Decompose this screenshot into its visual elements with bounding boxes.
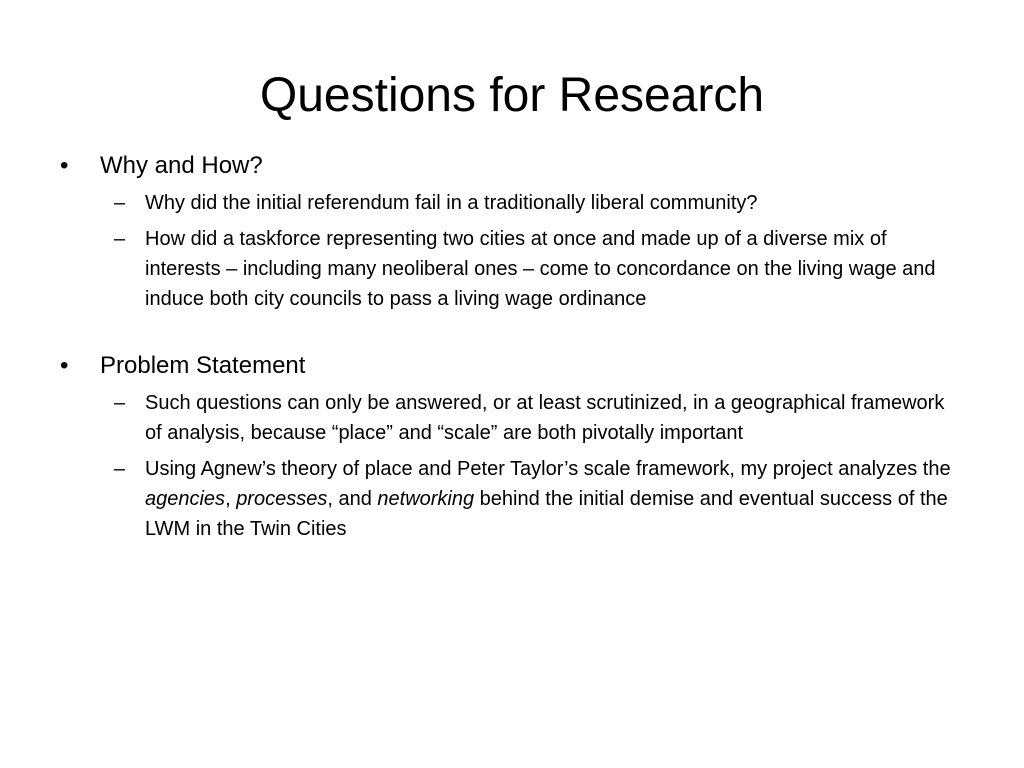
text-run: , xyxy=(225,488,237,510)
sub-bullet-text: How did a taskforce representing two cities at once and made up of a diverse mix of interests – including many neoliberal ones – come to concordance on the living wage and induce both city councils to pass a living wage ordinance xyxy=(145,228,936,310)
emphasis-processes: processes xyxy=(236,488,328,510)
dash-icon: – xyxy=(114,458,126,480)
bullet-icon: • xyxy=(60,352,69,379)
text-run: Using Agnew’s theory of place and Peter Taylor’s scale framework, my project analyzes the xyxy=(145,458,951,480)
text-run: behind the initial demise and eventual success of the LWM in the Twin Cities xyxy=(145,488,948,540)
sub-bullet xyxy=(60,388,960,448)
bullet-problem-statement xyxy=(60,350,960,382)
dash-icon: – xyxy=(114,228,126,250)
slide-title: Questions for Research xyxy=(259,69,765,122)
text-run: , and xyxy=(327,488,378,510)
dash-icon: – xyxy=(114,392,126,414)
sub-bullet xyxy=(60,224,960,314)
sub-bullet-text: Why did the initial referendum fail in a traditionally liberal community? xyxy=(145,192,758,214)
slide-body xyxy=(60,150,960,544)
dash-icon: – xyxy=(114,192,126,214)
sub-bullet xyxy=(60,188,960,218)
sub-bullet-text: Such questions can only be answered, or at least scrutinized, in a geographical framework of analysis, because “place” and “scale” are both pivotally important xyxy=(145,392,945,444)
bullet-heading: Problem Statement xyxy=(100,352,306,379)
sub-bullet-text xyxy=(145,458,951,540)
emphasis-networking: networking xyxy=(377,488,475,510)
bullet-why-and-how xyxy=(60,150,960,182)
bullet-icon: • xyxy=(60,152,69,179)
bullet-heading: Why and How? xyxy=(100,152,263,179)
sub-bullet xyxy=(60,454,960,544)
emphasis-agencies: agencies xyxy=(145,488,226,510)
